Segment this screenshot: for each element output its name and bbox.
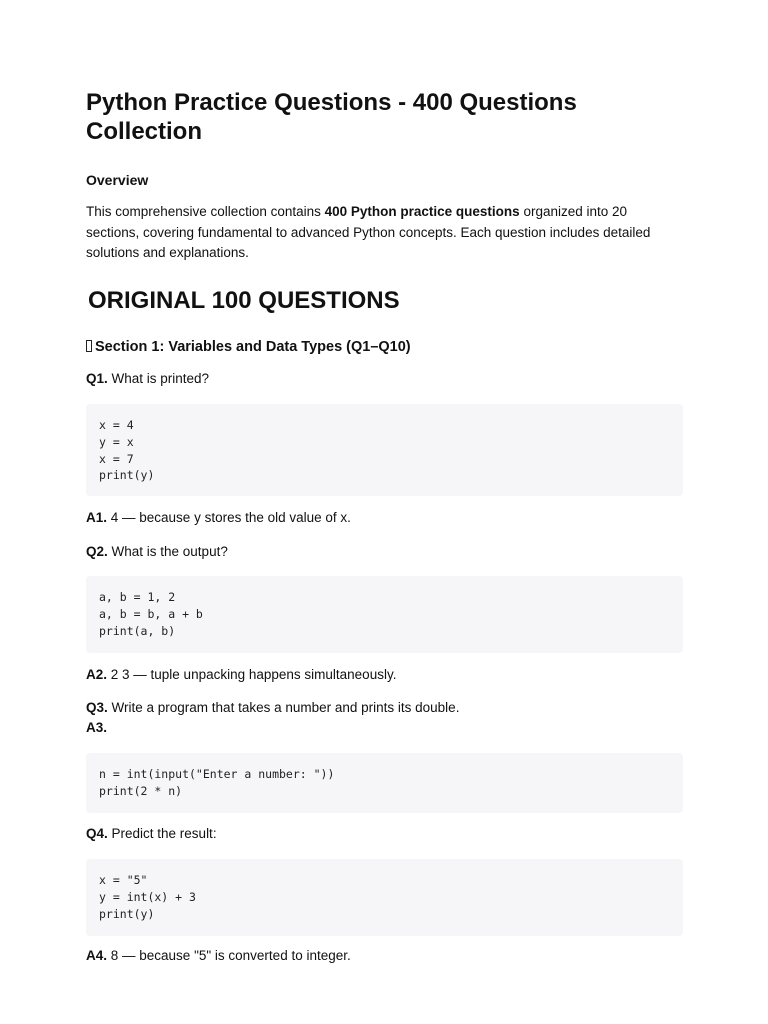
section-1-heading	[86, 338, 411, 357]
intro-paragraph	[86, 202, 683, 264]
question-text: What is the output?	[107, 544, 228, 559]
intro-text-start: This comprehensive collection contains	[86, 204, 325, 219]
code-block-q4[interactable]: x = "5" y = int(x) + 3 print(y)	[86, 859, 683, 936]
code-block-q3[interactable]: n = int(input("Enter a number: ")) print(2 * n)	[86, 753, 683, 813]
overview-heading: Overview	[86, 172, 149, 188]
answer-4	[86, 947, 351, 965]
intro-text-bold: 400 Python practice questions	[324, 204, 520, 219]
question-label: Q3.	[86, 700, 108, 715]
question-text: Predict the result:	[107, 826, 217, 841]
answer-label: A1.	[86, 510, 108, 525]
unrenderable-glyph-icon	[86, 340, 92, 352]
intro-text-end: organized into 20 sections, covering fundamental to advanced Python concepts. Each question includes detailed solutions and explanations.	[86, 204, 651, 260]
answer-text: 8 — because "5" is converted to integer.	[107, 948, 351, 963]
answer-2	[86, 666, 396, 684]
answer-text: 4 — because y stores the old value of x.	[107, 510, 351, 525]
answer-3	[86, 719, 107, 737]
answer-label: A4.	[86, 948, 108, 963]
question-label: Q2.	[86, 544, 108, 559]
question-text: What is printed?	[107, 371, 210, 386]
original-questions-heading: ORIGINAL 100 QUESTIONS	[88, 287, 400, 314]
question-1	[86, 370, 209, 388]
code-block-q1[interactable]: x = 4 y = x x = 7 print(y)	[86, 404, 683, 496]
answer-label: A3.	[86, 720, 108, 735]
question-text: Write a program that takes a number and prints its double.	[107, 700, 460, 715]
document-title: Python Practice Questions - 400 Questions Collection	[86, 89, 577, 145]
question-4	[86, 825, 217, 843]
question-label: Q1.	[86, 371, 108, 386]
answer-1	[86, 509, 351, 527]
code-block-q2[interactable]: a, b = 1, 2 a, b = b, a + b print(a, b)	[86, 576, 683, 653]
answer-label: A2.	[86, 667, 108, 682]
answer-text: 2 3 — tuple unpacking happens simultaneously.	[107, 667, 397, 682]
section-1-heading-text: Section 1: Variables and Data Types (Q1–Q10)	[95, 339, 411, 355]
question-2	[86, 543, 228, 561]
question-label: Q4.	[86, 826, 108, 841]
question-3	[86, 699, 459, 717]
